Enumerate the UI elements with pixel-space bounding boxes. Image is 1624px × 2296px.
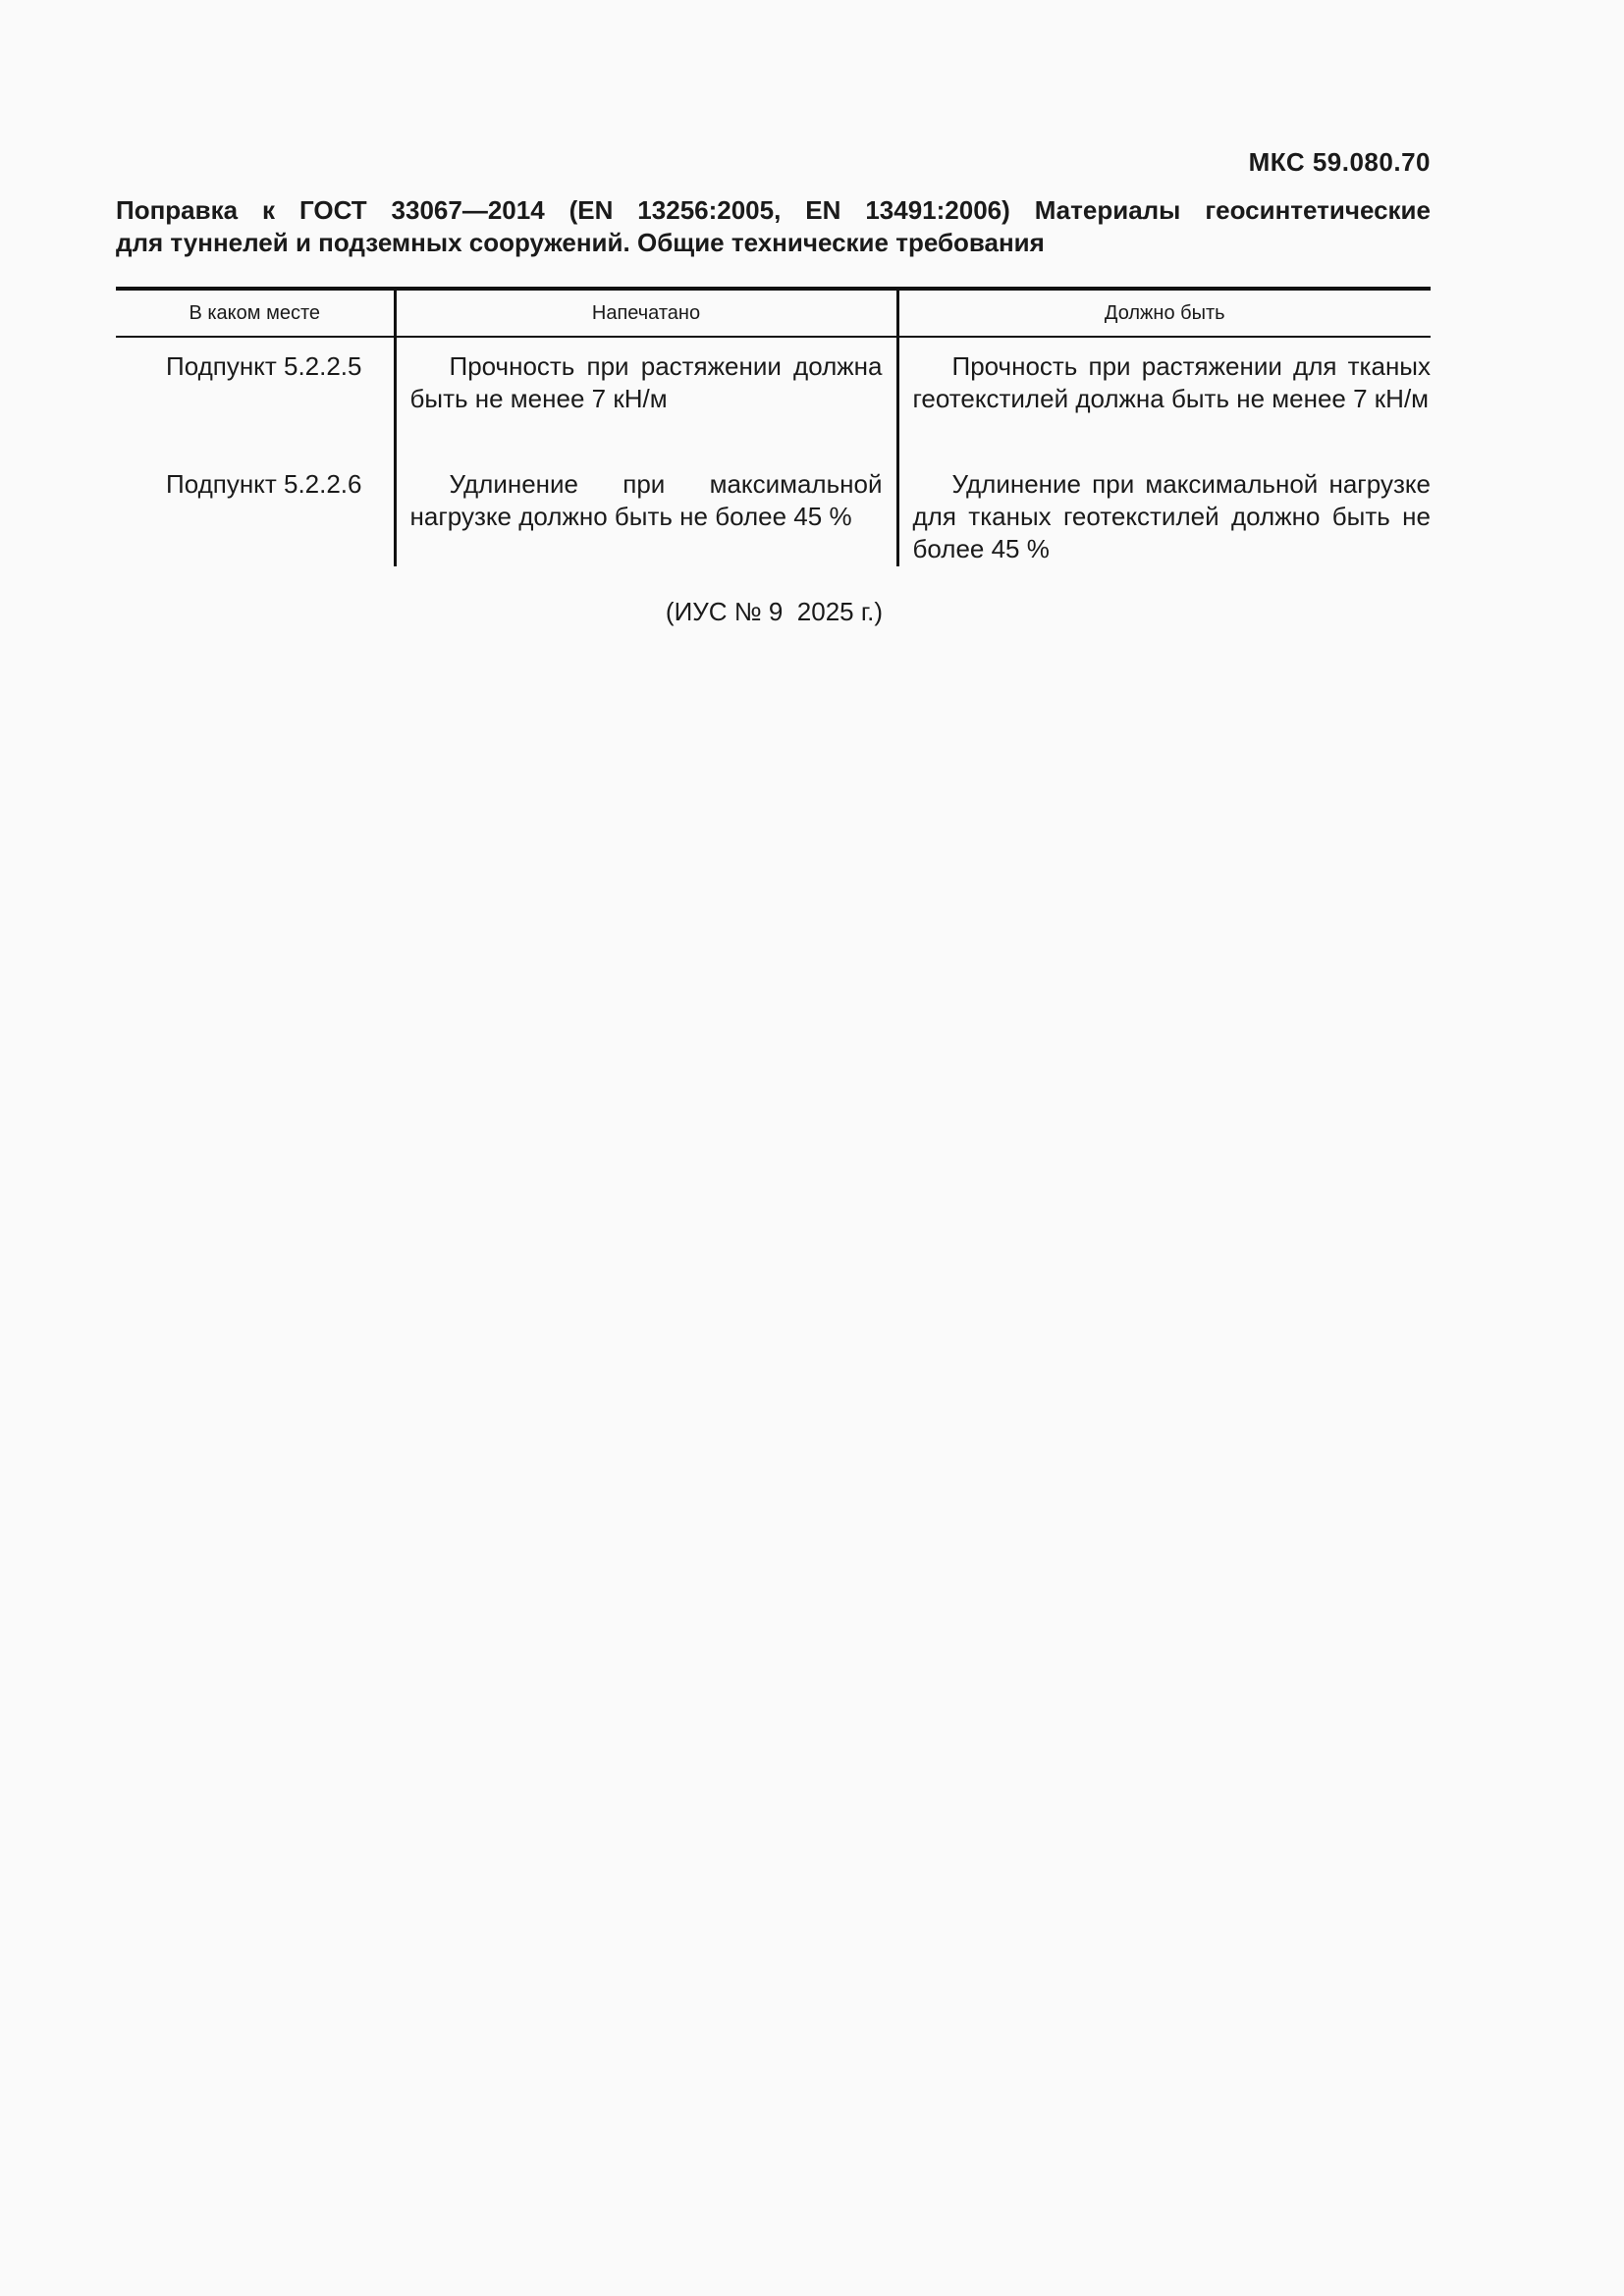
header-should-be: Должно быть (897, 289, 1431, 337)
row-place: Подпункт 5.2.2.5 (166, 351, 362, 381)
row-place: Подпункт 5.2.2.6 (166, 469, 362, 499)
table-header-row (116, 289, 1431, 337)
row-printed-text: Прочность при растяжении должна быть не менее 7 кН/м (409, 351, 883, 413)
ius-reference: (ИУС № 9 2025 г.) (665, 597, 884, 626)
row-should-be (897, 337, 1431, 455)
table-row (116, 337, 1431, 455)
row-printed (395, 337, 897, 455)
row-should-be (897, 455, 1431, 566)
header-place: В каком месте (116, 289, 395, 337)
title-line-2: для туннелей и подземных сооружений. Общие технические требования (116, 228, 1045, 257)
mks-code: МКС 59.080.70 (1248, 147, 1431, 177)
correction-table (116, 287, 1431, 566)
header-printed: Напечатано (395, 289, 897, 337)
document-title (116, 194, 1431, 259)
row-should-be-text: Удлинение при максимальной нагрузке для тканых геотекстилей должно быть не более 45 % (912, 469, 1431, 563)
title-line-1: Поправка к ГОСТ 33067—2014 (EN 13256:2005, EN 13491:2006) Материалы геосинтетические (116, 195, 1431, 225)
table-row (116, 455, 1431, 566)
row-should-be-text: Прочность при растяжении для тканых геотекстилей должна быть не менее 7 кН/м (912, 351, 1431, 413)
row-printed-text: Удлинение при максимальной нагрузке должно быть не более 45 % (409, 469, 883, 531)
row-printed (395, 455, 897, 566)
